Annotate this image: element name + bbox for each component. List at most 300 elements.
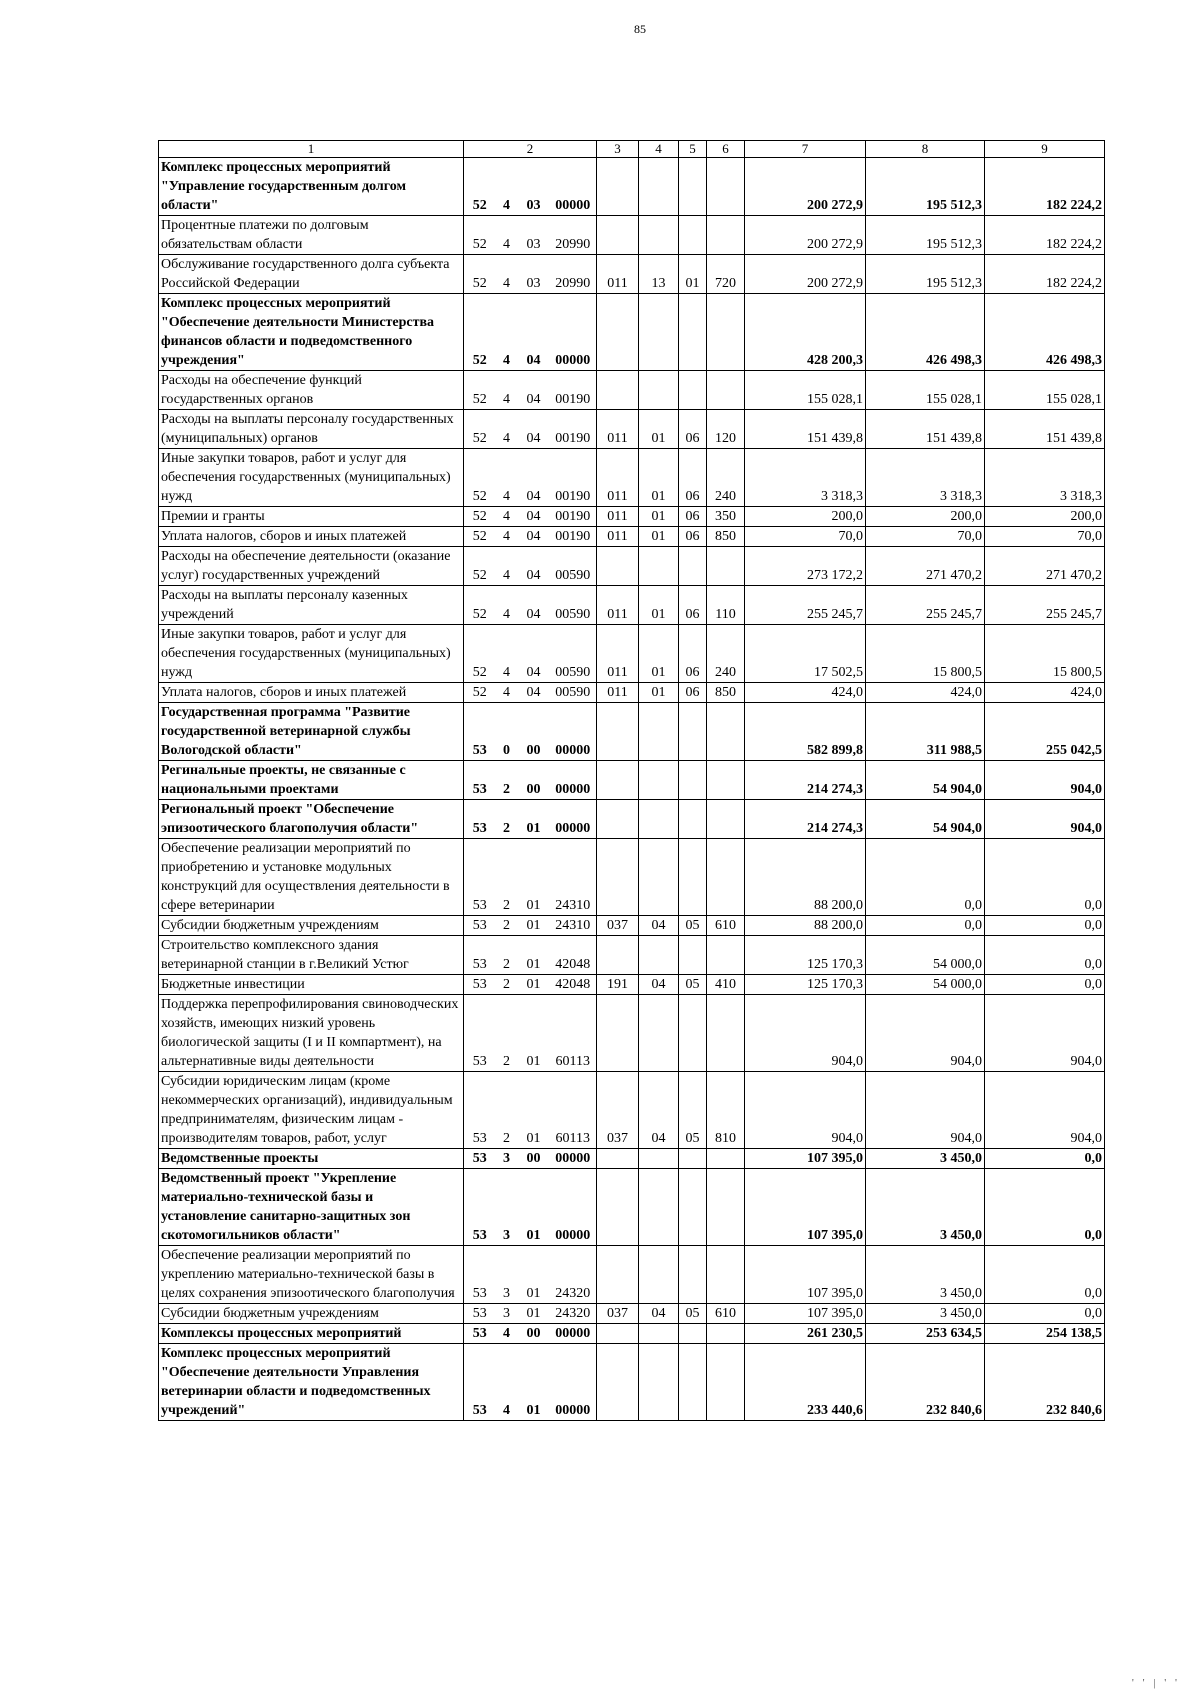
code-cell: 53 xyxy=(464,916,496,936)
code-cell xyxy=(597,800,639,839)
row-name-cell: Ведомственный проект "Укрепление материально-технической базы и установление санитарно-защитных зон скотомогильников области" xyxy=(159,1169,464,1246)
code-cell: 01 xyxy=(639,683,679,703)
code-cell xyxy=(597,294,639,371)
code-cell xyxy=(597,1169,639,1246)
code-cell xyxy=(707,294,745,371)
code-cell: 04 xyxy=(518,371,550,410)
code-cell xyxy=(707,936,745,975)
header-cell: 5 xyxy=(679,141,707,158)
code-cell xyxy=(679,995,707,1072)
code-cell xyxy=(707,800,745,839)
code-cell: 06 xyxy=(679,625,707,683)
amount-cell: 182 224,2 xyxy=(985,255,1105,294)
code-cell xyxy=(707,1246,745,1304)
code-cell: 00 xyxy=(518,761,550,800)
header-cell: 4 xyxy=(639,141,679,158)
code-cell xyxy=(597,371,639,410)
code-cell: 4 xyxy=(496,158,518,216)
code-cell: 00000 xyxy=(550,294,597,371)
code-cell xyxy=(639,371,679,410)
code-cell: 52 xyxy=(464,547,496,586)
table-row xyxy=(159,975,1105,995)
code-cell: 3 xyxy=(496,1304,518,1324)
code-cell xyxy=(707,995,745,1072)
code-cell: 011 xyxy=(597,683,639,703)
code-cell: 2 xyxy=(496,916,518,936)
code-cell: 011 xyxy=(597,586,639,625)
table-row xyxy=(159,1169,1105,1246)
row-name-cell: Субсидии бюджетным учреждениям xyxy=(159,1304,464,1324)
amount-cell: 904,0 xyxy=(985,761,1105,800)
row-name-cell: Иные закупки товаров, работ и услуг для обеспечения государственных (муниципальных) нужд xyxy=(159,449,464,507)
code-cell: 4 xyxy=(496,371,518,410)
code-cell: 01 xyxy=(518,936,550,975)
amount-cell: 904,0 xyxy=(985,995,1105,1072)
code-cell: 52 xyxy=(464,625,496,683)
code-cell: 110 xyxy=(707,586,745,625)
amount-cell: 70,0 xyxy=(866,527,985,547)
code-cell: 01 xyxy=(518,1169,550,1246)
amount-cell: 255 245,7 xyxy=(985,586,1105,625)
table-row xyxy=(159,800,1105,839)
code-cell: 0 xyxy=(496,703,518,761)
row-name-cell: Государственная программа "Развитие государственной ветеринарной службы Вологодской области" xyxy=(159,703,464,761)
amount-cell: 125 170,3 xyxy=(745,975,866,995)
code-cell: 06 xyxy=(679,449,707,507)
amount-cell: 0,0 xyxy=(985,839,1105,916)
code-cell: 52 xyxy=(464,255,496,294)
amount-cell: 3 318,3 xyxy=(866,449,985,507)
code-cell xyxy=(597,839,639,916)
code-cell: 53 xyxy=(464,1324,496,1344)
amount-cell: 214 274,3 xyxy=(745,800,866,839)
code-cell: 06 xyxy=(679,586,707,625)
code-cell xyxy=(597,547,639,586)
code-cell xyxy=(639,761,679,800)
row-name-cell: Расходы на выплаты персоналу государственных (муниципальных) органов xyxy=(159,410,464,449)
code-cell: 810 xyxy=(707,1072,745,1149)
code-cell xyxy=(707,1324,745,1344)
code-cell: 011 xyxy=(597,410,639,449)
amount-cell: 904,0 xyxy=(985,1072,1105,1149)
code-cell: 53 xyxy=(464,1149,496,1169)
table-row xyxy=(159,916,1105,936)
code-cell: 4 xyxy=(496,586,518,625)
corner-marks: ' ' | ' ' xyxy=(1131,1677,1180,1689)
code-cell: 011 xyxy=(597,527,639,547)
table-row xyxy=(159,1304,1105,1324)
code-cell: 52 xyxy=(464,449,496,507)
amount-cell: 151 439,8 xyxy=(745,410,866,449)
amount-cell: 200,0 xyxy=(745,507,866,527)
code-cell: 13 xyxy=(639,255,679,294)
table-row xyxy=(159,683,1105,703)
code-cell: 03 xyxy=(518,158,550,216)
code-cell: 06 xyxy=(679,683,707,703)
amount-cell: 182 224,2 xyxy=(985,158,1105,216)
code-cell: 53 xyxy=(464,975,496,995)
code-cell: 01 xyxy=(679,255,707,294)
code-cell: 4 xyxy=(496,625,518,683)
code-cell: 60113 xyxy=(550,1072,597,1149)
amount-cell: 107 395,0 xyxy=(745,1304,866,1324)
code-cell: 01 xyxy=(639,507,679,527)
amount-cell: 155 028,1 xyxy=(985,371,1105,410)
code-cell: 04 xyxy=(518,507,550,527)
amount-cell: 151 439,8 xyxy=(985,410,1105,449)
code-cell: 05 xyxy=(679,916,707,936)
row-name-cell: Регинальные проекты, не связанные с национальными проектами xyxy=(159,761,464,800)
amount-cell: 0,0 xyxy=(985,936,1105,975)
amount-cell: 151 439,8 xyxy=(866,410,985,449)
amount-cell: 0,0 xyxy=(985,1149,1105,1169)
header-cell: 6 xyxy=(707,141,745,158)
code-cell: 2 xyxy=(496,800,518,839)
code-cell: 24320 xyxy=(550,1246,597,1304)
code-cell: 4 xyxy=(496,547,518,586)
amount-cell: 904,0 xyxy=(745,1072,866,1149)
code-cell: 3 xyxy=(496,1149,518,1169)
amount-cell: 54 000,0 xyxy=(866,936,985,975)
code-cell xyxy=(679,936,707,975)
code-cell: 011 xyxy=(597,255,639,294)
header-cell: 2 xyxy=(464,141,597,158)
row-name-cell: Комплекс процессных мероприятий "Управление государственным долгом области" xyxy=(159,158,464,216)
amount-cell: 3 450,0 xyxy=(866,1169,985,1246)
amount-cell: 195 512,3 xyxy=(866,158,985,216)
table-row xyxy=(159,294,1105,371)
amount-cell: 0,0 xyxy=(985,1246,1105,1304)
code-cell xyxy=(679,1324,707,1344)
code-cell xyxy=(679,703,707,761)
code-cell: 04 xyxy=(518,547,550,586)
code-cell xyxy=(597,1246,639,1304)
amount-cell: 107 395,0 xyxy=(745,1246,866,1304)
row-name-cell: Комплексы процессных мероприятий xyxy=(159,1324,464,1344)
code-cell: 06 xyxy=(679,410,707,449)
code-cell: 240 xyxy=(707,625,745,683)
code-cell xyxy=(707,1344,745,1421)
code-cell: 04 xyxy=(639,916,679,936)
code-cell: 05 xyxy=(679,1072,707,1149)
code-cell: 01 xyxy=(518,1246,550,1304)
code-cell: 00000 xyxy=(550,1324,597,1344)
code-cell xyxy=(597,761,639,800)
code-cell xyxy=(639,1149,679,1169)
code-cell: 04 xyxy=(518,294,550,371)
code-cell: 52 xyxy=(464,371,496,410)
table-row xyxy=(159,761,1105,800)
code-cell: 410 xyxy=(707,975,745,995)
code-cell: 00000 xyxy=(550,703,597,761)
code-cell xyxy=(597,1344,639,1421)
code-cell: 00190 xyxy=(550,507,597,527)
code-cell: 53 xyxy=(464,839,496,916)
table-row xyxy=(159,1149,1105,1169)
row-name-cell: Премии и гранты xyxy=(159,507,464,527)
code-cell: 2 xyxy=(496,995,518,1072)
code-cell: 2 xyxy=(496,761,518,800)
row-name-cell: Уплата налогов, сборов и иных платежей xyxy=(159,527,464,547)
row-name-cell: Расходы на выплаты персоналу казенных учреждений xyxy=(159,586,464,625)
code-cell: 00000 xyxy=(550,1149,597,1169)
code-cell: 610 xyxy=(707,1304,745,1324)
row-name-cell: Ведомственные проекты xyxy=(159,1149,464,1169)
table-row xyxy=(159,936,1105,975)
code-cell xyxy=(639,216,679,255)
amount-cell: 3 450,0 xyxy=(866,1304,985,1324)
code-cell: 04 xyxy=(639,1072,679,1149)
header-row xyxy=(159,141,1105,158)
amount-cell: 54 000,0 xyxy=(866,975,985,995)
code-cell xyxy=(679,1344,707,1421)
amount-cell: 904,0 xyxy=(745,995,866,1072)
code-cell: 3 xyxy=(496,1246,518,1304)
code-cell: 03 xyxy=(518,255,550,294)
row-name-cell: Уплата налогов, сборов и иных платежей xyxy=(159,683,464,703)
amount-cell: 255 245,7 xyxy=(745,586,866,625)
amount-cell: 3 318,3 xyxy=(985,449,1105,507)
code-cell: 00 xyxy=(518,1324,550,1344)
row-name-cell: Расходы на обеспечение деятельности (оказание услуг) государственных учреждений xyxy=(159,547,464,586)
code-cell: 00000 xyxy=(550,1169,597,1246)
code-cell: 00 xyxy=(518,703,550,761)
code-cell: 24310 xyxy=(550,916,597,936)
code-cell xyxy=(707,703,745,761)
table-row xyxy=(159,703,1105,761)
code-cell xyxy=(679,839,707,916)
amount-cell: 0,0 xyxy=(866,839,985,916)
code-cell: 120 xyxy=(707,410,745,449)
code-cell: 20990 xyxy=(550,216,597,255)
amount-cell: 311 988,5 xyxy=(866,703,985,761)
code-cell: 850 xyxy=(707,683,745,703)
code-cell xyxy=(707,1169,745,1246)
code-cell: 52 xyxy=(464,410,496,449)
code-cell: 04 xyxy=(518,586,550,625)
amount-cell: 125 170,3 xyxy=(745,936,866,975)
amount-cell: 3 450,0 xyxy=(866,1149,985,1169)
code-cell xyxy=(639,1324,679,1344)
code-cell xyxy=(597,1149,639,1169)
budget-table xyxy=(158,140,1105,1421)
code-cell xyxy=(639,995,679,1072)
amount-cell: 0,0 xyxy=(985,916,1105,936)
amount-cell: 0,0 xyxy=(985,975,1105,995)
amount-cell: 232 840,6 xyxy=(985,1344,1105,1421)
code-cell: 52 xyxy=(464,507,496,527)
amount-cell: 70,0 xyxy=(745,527,866,547)
amount-cell: 195 512,3 xyxy=(866,216,985,255)
code-cell: 52 xyxy=(464,294,496,371)
code-cell: 20990 xyxy=(550,255,597,294)
amount-cell: 582 899,8 xyxy=(745,703,866,761)
code-cell: 011 xyxy=(597,449,639,507)
code-cell: 60113 xyxy=(550,995,597,1072)
code-cell xyxy=(679,800,707,839)
code-cell xyxy=(679,371,707,410)
row-name-cell: Комплекс процессных мероприятий "Обеспечение деятельности Министерства финансов области и подведомственного учреждения" xyxy=(159,294,464,371)
amount-cell: 904,0 xyxy=(866,1072,985,1149)
code-cell: 53 xyxy=(464,1072,496,1149)
row-name-cell: Субсидии бюджетным учреждениям xyxy=(159,916,464,936)
code-cell: 4 xyxy=(496,507,518,527)
amount-cell: 428 200,3 xyxy=(745,294,866,371)
amount-cell: 200 272,9 xyxy=(745,255,866,294)
code-cell: 4 xyxy=(496,1324,518,1344)
code-cell: 04 xyxy=(518,527,550,547)
amount-cell: 88 200,0 xyxy=(745,839,866,916)
code-cell: 04 xyxy=(518,410,550,449)
code-cell: 24320 xyxy=(550,1304,597,1324)
header-cell: 3 xyxy=(597,141,639,158)
code-cell: 53 xyxy=(464,1304,496,1324)
code-cell: 53 xyxy=(464,1169,496,1246)
page-number: 85 xyxy=(634,22,646,36)
table-row xyxy=(159,527,1105,547)
code-cell xyxy=(679,294,707,371)
table-row xyxy=(159,507,1105,527)
code-cell: 04 xyxy=(639,975,679,995)
code-cell: 06 xyxy=(679,507,707,527)
code-cell: 2 xyxy=(496,839,518,916)
code-cell: 01 xyxy=(639,410,679,449)
amount-cell: 15 800,5 xyxy=(866,625,985,683)
code-cell: 4 xyxy=(496,294,518,371)
code-cell: 01 xyxy=(518,916,550,936)
code-cell: 42048 xyxy=(550,975,597,995)
code-cell: 00000 xyxy=(550,1344,597,1421)
code-cell xyxy=(679,547,707,586)
table-row xyxy=(159,1246,1105,1304)
amount-cell: 233 440,6 xyxy=(745,1344,866,1421)
table-body xyxy=(159,158,1105,1421)
amount-cell: 3 450,0 xyxy=(866,1246,985,1304)
code-cell xyxy=(639,1344,679,1421)
table-row xyxy=(159,255,1105,294)
code-cell: 720 xyxy=(707,255,745,294)
amount-cell: 107 395,0 xyxy=(745,1149,866,1169)
code-cell: 011 xyxy=(597,625,639,683)
code-cell: 4 xyxy=(496,527,518,547)
row-name-cell: Поддержка перепрофилирования свиноводческих хозяйств, имеющих низкий уровень биологической защиты (I и II компартмент), на альтернативные виды деятельности xyxy=(159,995,464,1072)
amount-cell: 200 272,9 xyxy=(745,216,866,255)
code-cell xyxy=(707,839,745,916)
amount-cell: 261 230,5 xyxy=(745,1324,866,1344)
code-cell xyxy=(707,371,745,410)
row-name-cell: Иные закупки товаров, работ и услуг для обеспечения государственных (муниципальных) нужд xyxy=(159,625,464,683)
amount-cell: 253 634,5 xyxy=(866,1324,985,1344)
code-cell xyxy=(679,761,707,800)
amount-cell: 214 274,3 xyxy=(745,761,866,800)
code-cell: 53 xyxy=(464,1344,496,1421)
code-cell: 00590 xyxy=(550,547,597,586)
table-row xyxy=(159,371,1105,410)
row-name-cell: Процентные платежи по долговым обязательствам области xyxy=(159,216,464,255)
table-row xyxy=(159,625,1105,683)
code-cell: 4 xyxy=(496,216,518,255)
code-cell: 350 xyxy=(707,507,745,527)
amount-cell: 0,0 xyxy=(866,916,985,936)
table-row xyxy=(159,216,1105,255)
amount-cell: 155 028,1 xyxy=(866,371,985,410)
code-cell xyxy=(597,1324,639,1344)
code-cell: 53 xyxy=(464,1246,496,1304)
code-cell: 01 xyxy=(518,1072,550,1149)
code-cell: 037 xyxy=(597,916,639,936)
code-cell xyxy=(639,703,679,761)
amount-cell: 54 904,0 xyxy=(866,761,985,800)
code-cell: 53 xyxy=(464,761,496,800)
code-cell: 4 xyxy=(496,449,518,507)
table-row xyxy=(159,1072,1105,1149)
code-cell: 00000 xyxy=(550,800,597,839)
amount-cell: 88 200,0 xyxy=(745,916,866,936)
code-cell: 53 xyxy=(464,800,496,839)
code-cell: 53 xyxy=(464,703,496,761)
code-cell: 01 xyxy=(639,586,679,625)
code-cell: 037 xyxy=(597,1304,639,1324)
amount-cell: 3 318,3 xyxy=(745,449,866,507)
amount-cell: 426 498,3 xyxy=(866,294,985,371)
code-cell: 52 xyxy=(464,586,496,625)
row-name-cell: Бюджетные инвестиции xyxy=(159,975,464,995)
row-name-cell: Комплекс процессных мероприятий "Обеспечение деятельности Управления ветеринарии области и подведомственных учреждений" xyxy=(159,1344,464,1421)
header-cell: 9 xyxy=(985,141,1105,158)
code-cell: 05 xyxy=(679,975,707,995)
code-cell: 00190 xyxy=(550,449,597,507)
code-cell xyxy=(639,547,679,586)
amount-cell: 107 395,0 xyxy=(745,1169,866,1246)
code-cell: 240 xyxy=(707,449,745,507)
amount-cell: 232 840,6 xyxy=(866,1344,985,1421)
table-row xyxy=(159,547,1105,586)
code-cell: 00590 xyxy=(550,683,597,703)
code-cell: 00590 xyxy=(550,625,597,683)
code-cell xyxy=(679,216,707,255)
code-cell: 04 xyxy=(518,449,550,507)
code-cell: 00190 xyxy=(550,371,597,410)
code-cell: 00000 xyxy=(550,158,597,216)
code-cell: 04 xyxy=(518,683,550,703)
code-cell: 00190 xyxy=(550,410,597,449)
amount-cell: 424,0 xyxy=(745,683,866,703)
code-cell: 011 xyxy=(597,507,639,527)
amount-cell: 426 498,3 xyxy=(985,294,1105,371)
table-row xyxy=(159,158,1105,216)
code-cell: 52 xyxy=(464,683,496,703)
row-name-cell: Субсидии юридическим лицам (кроме некоммерческих организаций), индивидуальным предпринимателям, физическим лицам - производителям товаров, работ, услуг xyxy=(159,1072,464,1149)
code-cell: 4 xyxy=(496,410,518,449)
code-cell: 06 xyxy=(679,527,707,547)
code-cell: 4 xyxy=(496,683,518,703)
code-cell xyxy=(597,216,639,255)
code-cell xyxy=(679,1149,707,1169)
code-cell: 52 xyxy=(464,216,496,255)
code-cell: 01 xyxy=(639,449,679,507)
amount-cell: 200,0 xyxy=(866,507,985,527)
amount-cell: 200,0 xyxy=(985,507,1105,527)
code-cell xyxy=(639,1169,679,1246)
row-name-cell: Строительство комплексного здания ветеринарной станции в г.Великий Устюг xyxy=(159,936,464,975)
code-cell: 01 xyxy=(518,839,550,916)
code-cell: 05 xyxy=(679,1304,707,1324)
code-cell: 4 xyxy=(496,1344,518,1421)
code-cell: 00000 xyxy=(550,761,597,800)
code-cell: 52 xyxy=(464,527,496,547)
code-cell: 4 xyxy=(496,255,518,294)
amount-cell: 904,0 xyxy=(866,995,985,1072)
